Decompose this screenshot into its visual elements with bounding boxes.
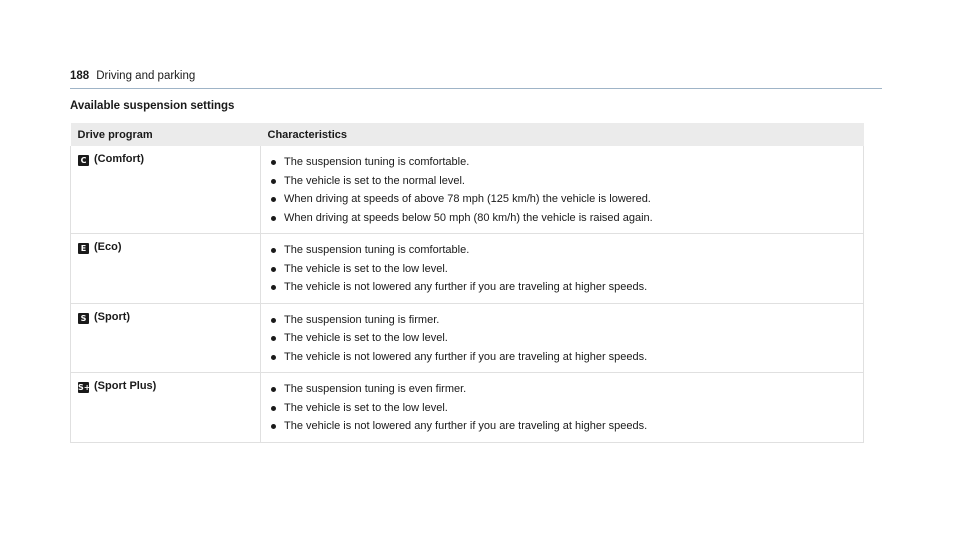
list-item: The suspension tuning is comfortable. — [268, 241, 856, 260]
program-name: (Sport Plus) — [94, 380, 157, 392]
characteristics-list — [268, 380, 856, 436]
eco-mode-icon: E — [78, 243, 89, 254]
list-item: The vehicle is set to the low level. — [268, 399, 856, 418]
characteristics-cell — [261, 146, 864, 234]
program-cell — [71, 234, 261, 304]
table-header-row — [71, 123, 864, 146]
characteristics-list — [268, 311, 856, 367]
characteristics-list — [268, 241, 856, 297]
table-row — [71, 146, 864, 234]
table-row — [71, 373, 864, 443]
chapter-title: Driving and parking — [96, 70, 196, 82]
page-number: 188 — [70, 70, 90, 82]
program-cell — [71, 146, 261, 234]
column-header-characteristics: Characteristics — [261, 123, 864, 146]
list-item: The suspension tuning is comfortable. — [268, 153, 856, 172]
program-name: (Comfort) — [94, 153, 145, 165]
list-item: When driving at speeds below 50 mph (80 km/h) the vehicle is raised again. — [268, 209, 856, 228]
list-item: The vehicle is set to the normal level. — [268, 172, 856, 191]
list-item: When driving at speeds of above 78 mph (125 km/h) the vehicle is lowered. — [268, 190, 856, 209]
column-header-drive-program: Drive program — [71, 123, 261, 146]
program-cell — [71, 373, 261, 443]
program-name: (Sport) — [94, 310, 131, 323]
list-item: The vehicle is not lowered any further if you are traveling at higher speeds. — [268, 278, 856, 297]
program-cell — [71, 303, 261, 373]
characteristics-cell — [261, 234, 864, 304]
sport-plus-mode-icon: S+ — [78, 383, 91, 392]
table-row — [71, 303, 864, 373]
characteristics-list — [268, 153, 856, 227]
suspension-settings-table — [70, 123, 864, 443]
characteristics-cell — [261, 373, 864, 443]
comfort-mode-icon: C — [78, 155, 89, 166]
sport-mode-icon: S — [78, 313, 89, 324]
list-item: The suspension tuning is even firmer. — [268, 380, 856, 399]
page-header — [70, 70, 882, 89]
list-item: The vehicle is not lowered any further if you are traveling at higher speeds. — [268, 348, 856, 367]
list-item: The vehicle is not lowered any further if you are traveling at higher speeds. — [268, 417, 856, 436]
table-row — [71, 234, 864, 304]
list-item: The vehicle is set to the low level. — [268, 260, 856, 279]
list-item: The suspension tuning is firmer. — [268, 311, 856, 330]
section-title: Available suspension settings — [70, 100, 235, 112]
characteristics-cell — [261, 303, 864, 373]
list-item: The vehicle is set to the low level. — [268, 329, 856, 348]
program-name: (Eco) — [94, 241, 122, 253]
